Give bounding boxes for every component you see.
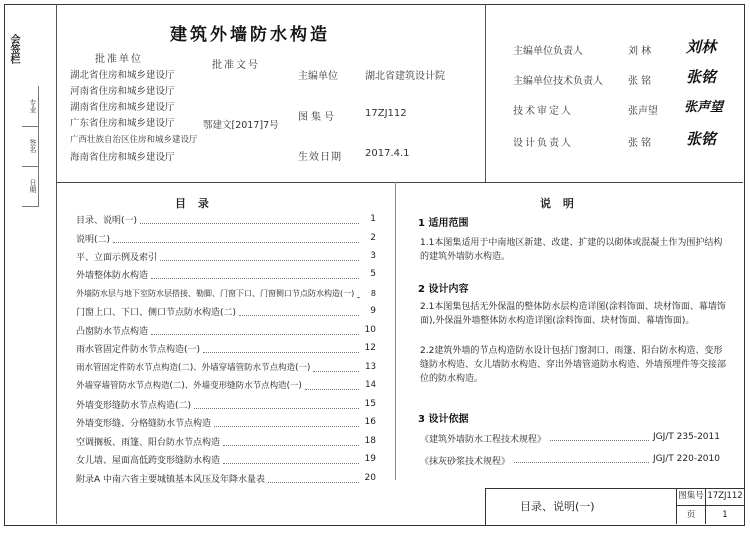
signature-1: 刘林 bbox=[686, 38, 717, 56]
approval-unit-3: 湖南省住房和城乡建设厅 bbox=[70, 102, 175, 113]
reference-row: 《建筑外墙防水工程技术规程》 JGJ/T 235-2011 bbox=[420, 432, 720, 445]
toc-row: 凸窗防水节点构造 10 bbox=[76, 325, 376, 337]
toc-row: 雨水管固定件防水节点构造(一) 12 bbox=[76, 343, 376, 355]
atlas-no-label: 图集号 bbox=[298, 112, 337, 123]
person-name-3: 张声望 bbox=[628, 106, 658, 117]
countersign-label: 会签栏 bbox=[8, 34, 19, 64]
approval-doc-number: 鄂建文[2017]7号 bbox=[203, 120, 279, 131]
toc-row: 雨水管固定件防水节点构造(二)、外墙穿墙管防水节点构造(一) 13 bbox=[76, 362, 376, 373]
section-2-para-1: 2.1本图集包括无外保温的整体防水层构造详图(涂料饰面、块材饰面、幕墙饰面),外保温外墙整体防水构造详图(涂料饰面、块材饰面、幕墙饰面)。 bbox=[420, 302, 726, 326]
title-block-grid bbox=[676, 488, 744, 524]
section-2-title: 2 设计内容 bbox=[418, 284, 469, 295]
toc-row: 女儿墙、屋面高低跨变形缝防水构造 19 bbox=[76, 454, 376, 466]
approval-unit-label: 批准单位 bbox=[95, 54, 143, 65]
signature-2: 张铭 bbox=[686, 68, 717, 86]
page-value-cell: 1 bbox=[722, 510, 728, 520]
header-divider bbox=[485, 4, 486, 182]
approval-doc-label: 批准文号 bbox=[212, 60, 260, 71]
effective-date-value: 2017.4.1 bbox=[365, 148, 410, 159]
person-role-2: 主编单位技术负责人 bbox=[513, 76, 603, 87]
toc-row: 外墙穿墙管防水节点构造(二)、外墙变形缝防水节点构造(一) 14 bbox=[76, 380, 376, 391]
section-1-title: 1 适用范围 bbox=[418, 218, 469, 229]
atlas-value-cell: 17ZJ112 bbox=[706, 488, 744, 506]
section-3-title: 3 设计依据 bbox=[418, 414, 469, 425]
strip-cell-3: 日期 bbox=[22, 166, 39, 207]
person-name-2: 张 铭 bbox=[628, 76, 652, 87]
section-2-para-2: 2.2建筑外墙的节点构造防水设计包括门窗洞口、雨篷、阳台防水构造、变形缝防水构造、女儿墙防水构造、穿出外墙管道防水构造、外墙预埋件等交接部位的防水构造。 bbox=[420, 346, 727, 384]
atlas-label-cell: 图集号 bbox=[677, 488, 706, 506]
section-1-para-1: 1.1本图集适用于中南地区新建、改建、扩建的以砌体或混凝土作为围护结构的建筑外墙防水构造。 bbox=[420, 238, 723, 262]
approval-unit-1: 湖北省住房和城乡建设厅 bbox=[70, 70, 175, 81]
toc-heading: 目 录 bbox=[175, 197, 213, 210]
person-name-1: 刘 林 bbox=[628, 46, 652, 57]
toc-row: 空调搁板、雨篷、阳台防水节点构造 18 bbox=[76, 436, 376, 448]
approval-unit-2: 河南省住房和城乡建设厅 bbox=[70, 86, 175, 97]
effective-date-label: 生效日期 bbox=[298, 152, 342, 163]
person-name-4: 张 铭 bbox=[628, 138, 652, 149]
approval-unit-4: 广东省住房和城乡建设厅 bbox=[70, 118, 175, 129]
person-role-4: 设计负责人 bbox=[513, 138, 573, 149]
person-role-1: 主编单位负责人 bbox=[513, 46, 583, 57]
compile-unit-label: 主编单位 bbox=[298, 71, 338, 82]
sheet-name: 目录、说明(一) bbox=[520, 500, 595, 513]
page-title: 建筑外墙防水构造 bbox=[170, 25, 330, 45]
desc-heading: 说 明 bbox=[540, 197, 578, 210]
signature-3: 张声望 bbox=[684, 100, 724, 115]
body-divider bbox=[395, 182, 396, 480]
approval-unit-6: 海南省住房和城乡建设厅 bbox=[70, 152, 175, 163]
compile-unit-value: 湖北省建筑设计院 bbox=[365, 71, 445, 82]
toc-row: 外墙防水层与地下室防水层搭接、勒脚、门窗下口、门窗侧口节点防水构造(一) 8 bbox=[76, 288, 376, 298]
toc-row: 外墙整体防水构造 5 bbox=[76, 269, 376, 281]
toc-row: 外墙变形缝防水节点构造(二) 15 bbox=[76, 399, 376, 411]
countersign-strip bbox=[4, 4, 57, 524]
strip-cell-1: 专业 bbox=[22, 86, 39, 127]
toc-row: 门窗上口、下口、侧口节点防水构造(二) 9 bbox=[76, 306, 376, 318]
reference-row: 《抹灰砂浆技术规程》 JGJ/T 220-2010 bbox=[420, 454, 720, 467]
toc-row: 说明(二) 2 bbox=[76, 233, 376, 245]
toc-row: 目录、说明(一) 1 bbox=[76, 214, 376, 226]
person-role-3: 技术审定人 bbox=[513, 106, 573, 117]
page-label-cell: 页 bbox=[677, 506, 706, 524]
toc-row: 外墙变形缝、分格缝防水节点构造 16 bbox=[76, 417, 376, 429]
approval-unit-5: 广西壮族自治区住房和城乡建设厅 bbox=[70, 135, 198, 145]
signature-4: 张铭 bbox=[686, 130, 717, 148]
toc-row: 附录A 中南六省主要城镇基本风压及年降水量表 20 bbox=[76, 473, 376, 485]
strip-cell-2: 签名 bbox=[22, 126, 39, 167]
atlas-no-value: 17ZJ112 bbox=[365, 108, 407, 119]
toc-row: 平、立面示例及索引 3 bbox=[76, 251, 376, 263]
